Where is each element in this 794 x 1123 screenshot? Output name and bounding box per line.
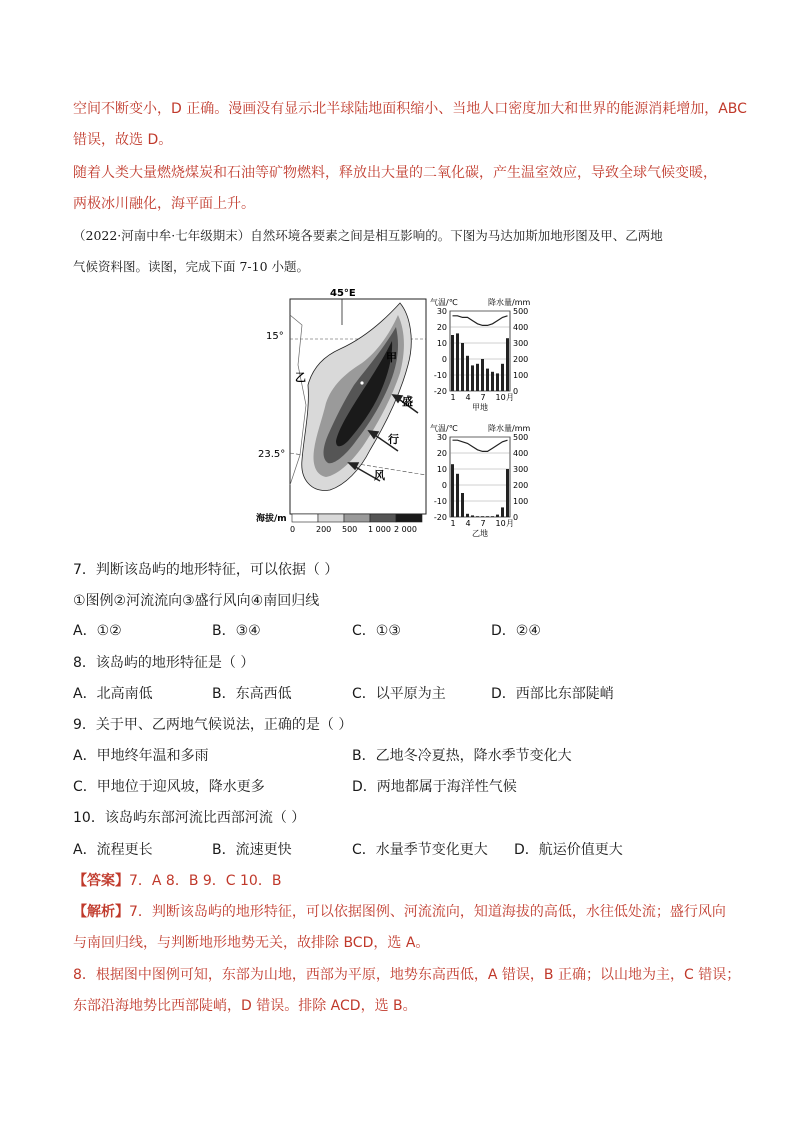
temp-line bbox=[453, 316, 508, 326]
precip-bar bbox=[501, 364, 504, 391]
legend-tick-4: 2 000 bbox=[394, 525, 417, 534]
precip-bar bbox=[501, 507, 504, 517]
temp-axis-title: 气温/℃ bbox=[430, 298, 458, 307]
precip-bar bbox=[456, 333, 459, 391]
figure-madagascar bbox=[250, 285, 540, 545]
precip-tick: 0 bbox=[513, 387, 519, 396]
q7-option-b: B．③④ bbox=[212, 623, 261, 639]
month-tick: 1 bbox=[450, 393, 456, 402]
precip-tick: 500 bbox=[513, 433, 529, 442]
temp-tick: 0 bbox=[441, 355, 447, 364]
q8-stem: 8．该岛屿的地形特征是（ ） bbox=[73, 655, 255, 671]
precip-bar bbox=[491, 372, 494, 391]
precip-bar bbox=[466, 514, 469, 517]
intro-line-2: 错误，故选 D。 bbox=[73, 132, 173, 148]
answer-label: 【答案】 bbox=[73, 873, 129, 889]
precip-bar bbox=[451, 464, 454, 517]
temp-tick: 20 bbox=[436, 323, 447, 332]
precip-bar bbox=[486, 369, 489, 391]
intro-line-4: 两极冰川融化，海平面上升。 bbox=[73, 196, 255, 212]
legend-swatch-1 bbox=[318, 514, 344, 522]
month-tick: 月 bbox=[506, 393, 514, 402]
q7-stem: 7．判断该岛屿的地形特征，可以依据（ ） bbox=[73, 562, 339, 578]
temp-tick: 30 bbox=[436, 433, 447, 442]
month-tick: 7 bbox=[480, 519, 486, 528]
precip-tick: 300 bbox=[513, 465, 529, 474]
q9-option-b: B．乙地冬冷夏热，降水季节变化大 bbox=[352, 748, 572, 764]
precip-tick: 200 bbox=[513, 355, 529, 364]
precip-bar bbox=[471, 365, 474, 391]
answer-line bbox=[73, 871, 281, 891]
temp-tick: 30 bbox=[436, 307, 447, 316]
intro-line-3: 随着人类大量燃烧煤炭和石油等矿物燃料，释放出大量的二氧化碳，产生温室效应，导致全球气候变暖， bbox=[73, 165, 717, 181]
temp-tick: -10 bbox=[433, 371, 447, 380]
q7-option-a: A．①② bbox=[73, 623, 122, 639]
analysis-line-2: 与南回归线，与判断地形地势无关，故排除 BCD，选 A。 bbox=[73, 935, 430, 951]
month-tick: 10 bbox=[495, 519, 506, 528]
climate-chart-jia bbox=[430, 297, 530, 412]
legend-title: 海拔/m bbox=[256, 514, 287, 524]
precip-bar bbox=[451, 335, 454, 391]
temp-line bbox=[453, 440, 508, 451]
analysis-label: 【解析】 bbox=[73, 904, 129, 920]
month-tick: 4 bbox=[465, 393, 471, 402]
legend-tick-2: 500 bbox=[342, 525, 358, 534]
temp-tick: 10 bbox=[436, 465, 447, 474]
month-tick: 10 bbox=[495, 393, 506, 402]
month-tick: 1 bbox=[450, 519, 456, 528]
lat-bottom-label: 23.5° bbox=[258, 449, 286, 460]
analysis-text-1: 7．判断该岛屿的地形特征，可以依据图例、河流流向，知道海拔的高低，水往低处流；盛行风向 bbox=[129, 904, 726, 920]
analysis-line-1 bbox=[73, 902, 726, 922]
precip-bar bbox=[486, 516, 489, 517]
precip-tick: 500 bbox=[513, 307, 529, 316]
month-tick: 7 bbox=[480, 393, 486, 402]
q10-option-d: D．航运价值更大 bbox=[514, 842, 623, 858]
wind-char-1: 盛 bbox=[402, 395, 413, 408]
legend-tick-0: 0 bbox=[290, 525, 296, 534]
q10-option-b: B．流速更快 bbox=[212, 842, 292, 858]
precip-tick: 200 bbox=[513, 481, 529, 490]
intro-line-1: 空间不断变小，D 正确。漫画没有显示北半球陆地面积缩小、当地人口密度加大和世界的能源消耗增加，ABC bbox=[73, 101, 747, 117]
legend-swatch-4 bbox=[396, 514, 422, 522]
precip-bar bbox=[506, 338, 509, 391]
q8-option-c: C．以平原为主 bbox=[352, 686, 446, 702]
temp-axis-title: 气温/℃ bbox=[430, 424, 458, 433]
analysis-line-4: 东部沿海地势比西部陡峭，D 错误。排除 ACD，选 B。 bbox=[73, 998, 417, 1014]
q7-option-d: D．②④ bbox=[491, 623, 541, 639]
q10-option-a: A．流程更长 bbox=[73, 842, 153, 858]
lat-top-label: 15° bbox=[266, 331, 284, 342]
precip-bar bbox=[481, 359, 484, 391]
precip-tick: 100 bbox=[513, 497, 529, 506]
q10-option-c: C．水量季节变化更大 bbox=[352, 842, 488, 858]
temp-tick: -20 bbox=[433, 513, 447, 522]
legend-swatch-3 bbox=[370, 514, 396, 522]
month-tick: 4 bbox=[465, 519, 471, 528]
q7-option-c: C．①③ bbox=[352, 623, 401, 639]
legend-tick-3: 1 000 bbox=[368, 525, 391, 534]
q8-option-d: D．西部比东部陡峭 bbox=[491, 686, 614, 702]
precip-axis-title: 降水量/mm bbox=[488, 424, 531, 433]
wind-char-2: 行 bbox=[388, 433, 399, 446]
precip-bar bbox=[506, 469, 509, 517]
precip-axis-title: 降水量/mm bbox=[488, 298, 531, 307]
station-name: 乙地 bbox=[472, 529, 488, 538]
wind-char-3: 风 bbox=[374, 469, 385, 482]
precip-bar bbox=[456, 474, 459, 517]
precip-bar bbox=[496, 373, 499, 391]
lon-label: 45°E bbox=[330, 288, 356, 299]
label-jia: 甲 bbox=[386, 351, 397, 364]
precip-bar bbox=[466, 356, 469, 391]
q8-option-a: A．北高南低 bbox=[73, 686, 153, 702]
station-name: 甲地 bbox=[472, 403, 488, 412]
precip-bar bbox=[471, 515, 474, 517]
q9-option-d: D．两地都属于海洋性气候 bbox=[352, 779, 517, 795]
stem-line-1: （2022·河南中牟·七年级期末）自然环境各要素之间是相互影响的。下图为马达加斯加地形图及甲、乙两地 bbox=[73, 228, 663, 243]
legend-tick-1: 200 bbox=[316, 525, 332, 534]
precip-tick: 100 bbox=[513, 371, 529, 380]
precip-tick: 0 bbox=[513, 513, 519, 522]
month-tick: 月 bbox=[506, 519, 514, 528]
temp-tick: -20 bbox=[433, 387, 447, 396]
legend-swatch-0 bbox=[292, 514, 318, 522]
temp-tick: 0 bbox=[441, 481, 447, 490]
precip-bar bbox=[476, 364, 479, 391]
q7-items: ①图例②河流流向③盛行风向④南回归线 bbox=[73, 593, 320, 609]
precip-tick: 400 bbox=[513, 449, 529, 458]
precip-tick: 400 bbox=[513, 323, 529, 332]
climate-chart-yi bbox=[430, 423, 530, 538]
capital-dot bbox=[360, 381, 363, 384]
q8-option-b: B．东高西低 bbox=[212, 686, 292, 702]
answer-text: 7．A 8．B 9．C 10．B bbox=[129, 873, 282, 889]
precip-bar bbox=[491, 516, 494, 517]
temp-tick: 20 bbox=[436, 449, 447, 458]
temp-tick: 10 bbox=[436, 339, 447, 348]
analysis-line-3: 8．根据图中图例可知，东部为山地，西部为平原，地势东高西低，A 错误，B 正确；以山地为主，C 错误； bbox=[73, 967, 741, 983]
precip-tick: 300 bbox=[513, 339, 529, 348]
q9-option-a: A．甲地终年温和多雨 bbox=[73, 748, 209, 764]
precip-bar bbox=[481, 516, 484, 517]
precip-bar bbox=[496, 515, 499, 517]
q9-stem: 9．关于甲、乙两地气候说法，正确的是（ ） bbox=[73, 717, 353, 733]
q9-option-c: C．甲地位于迎风坡，降水更多 bbox=[73, 779, 265, 795]
label-yi: 乙 bbox=[295, 371, 306, 384]
precip-bar bbox=[461, 343, 464, 391]
stem-line-2: 气候资料图。读图，完成下面 7-10 小题。 bbox=[73, 259, 310, 274]
elevation-legend-ticks bbox=[290, 525, 417, 534]
precip-bar bbox=[476, 516, 479, 517]
legend-swatch-2 bbox=[344, 514, 370, 522]
q10-stem: 10．该岛屿东部河流比西部河流（ ） bbox=[73, 810, 306, 826]
precip-bar bbox=[461, 493, 464, 517]
elevation-legend bbox=[292, 514, 422, 522]
temp-tick: -10 bbox=[433, 497, 447, 506]
